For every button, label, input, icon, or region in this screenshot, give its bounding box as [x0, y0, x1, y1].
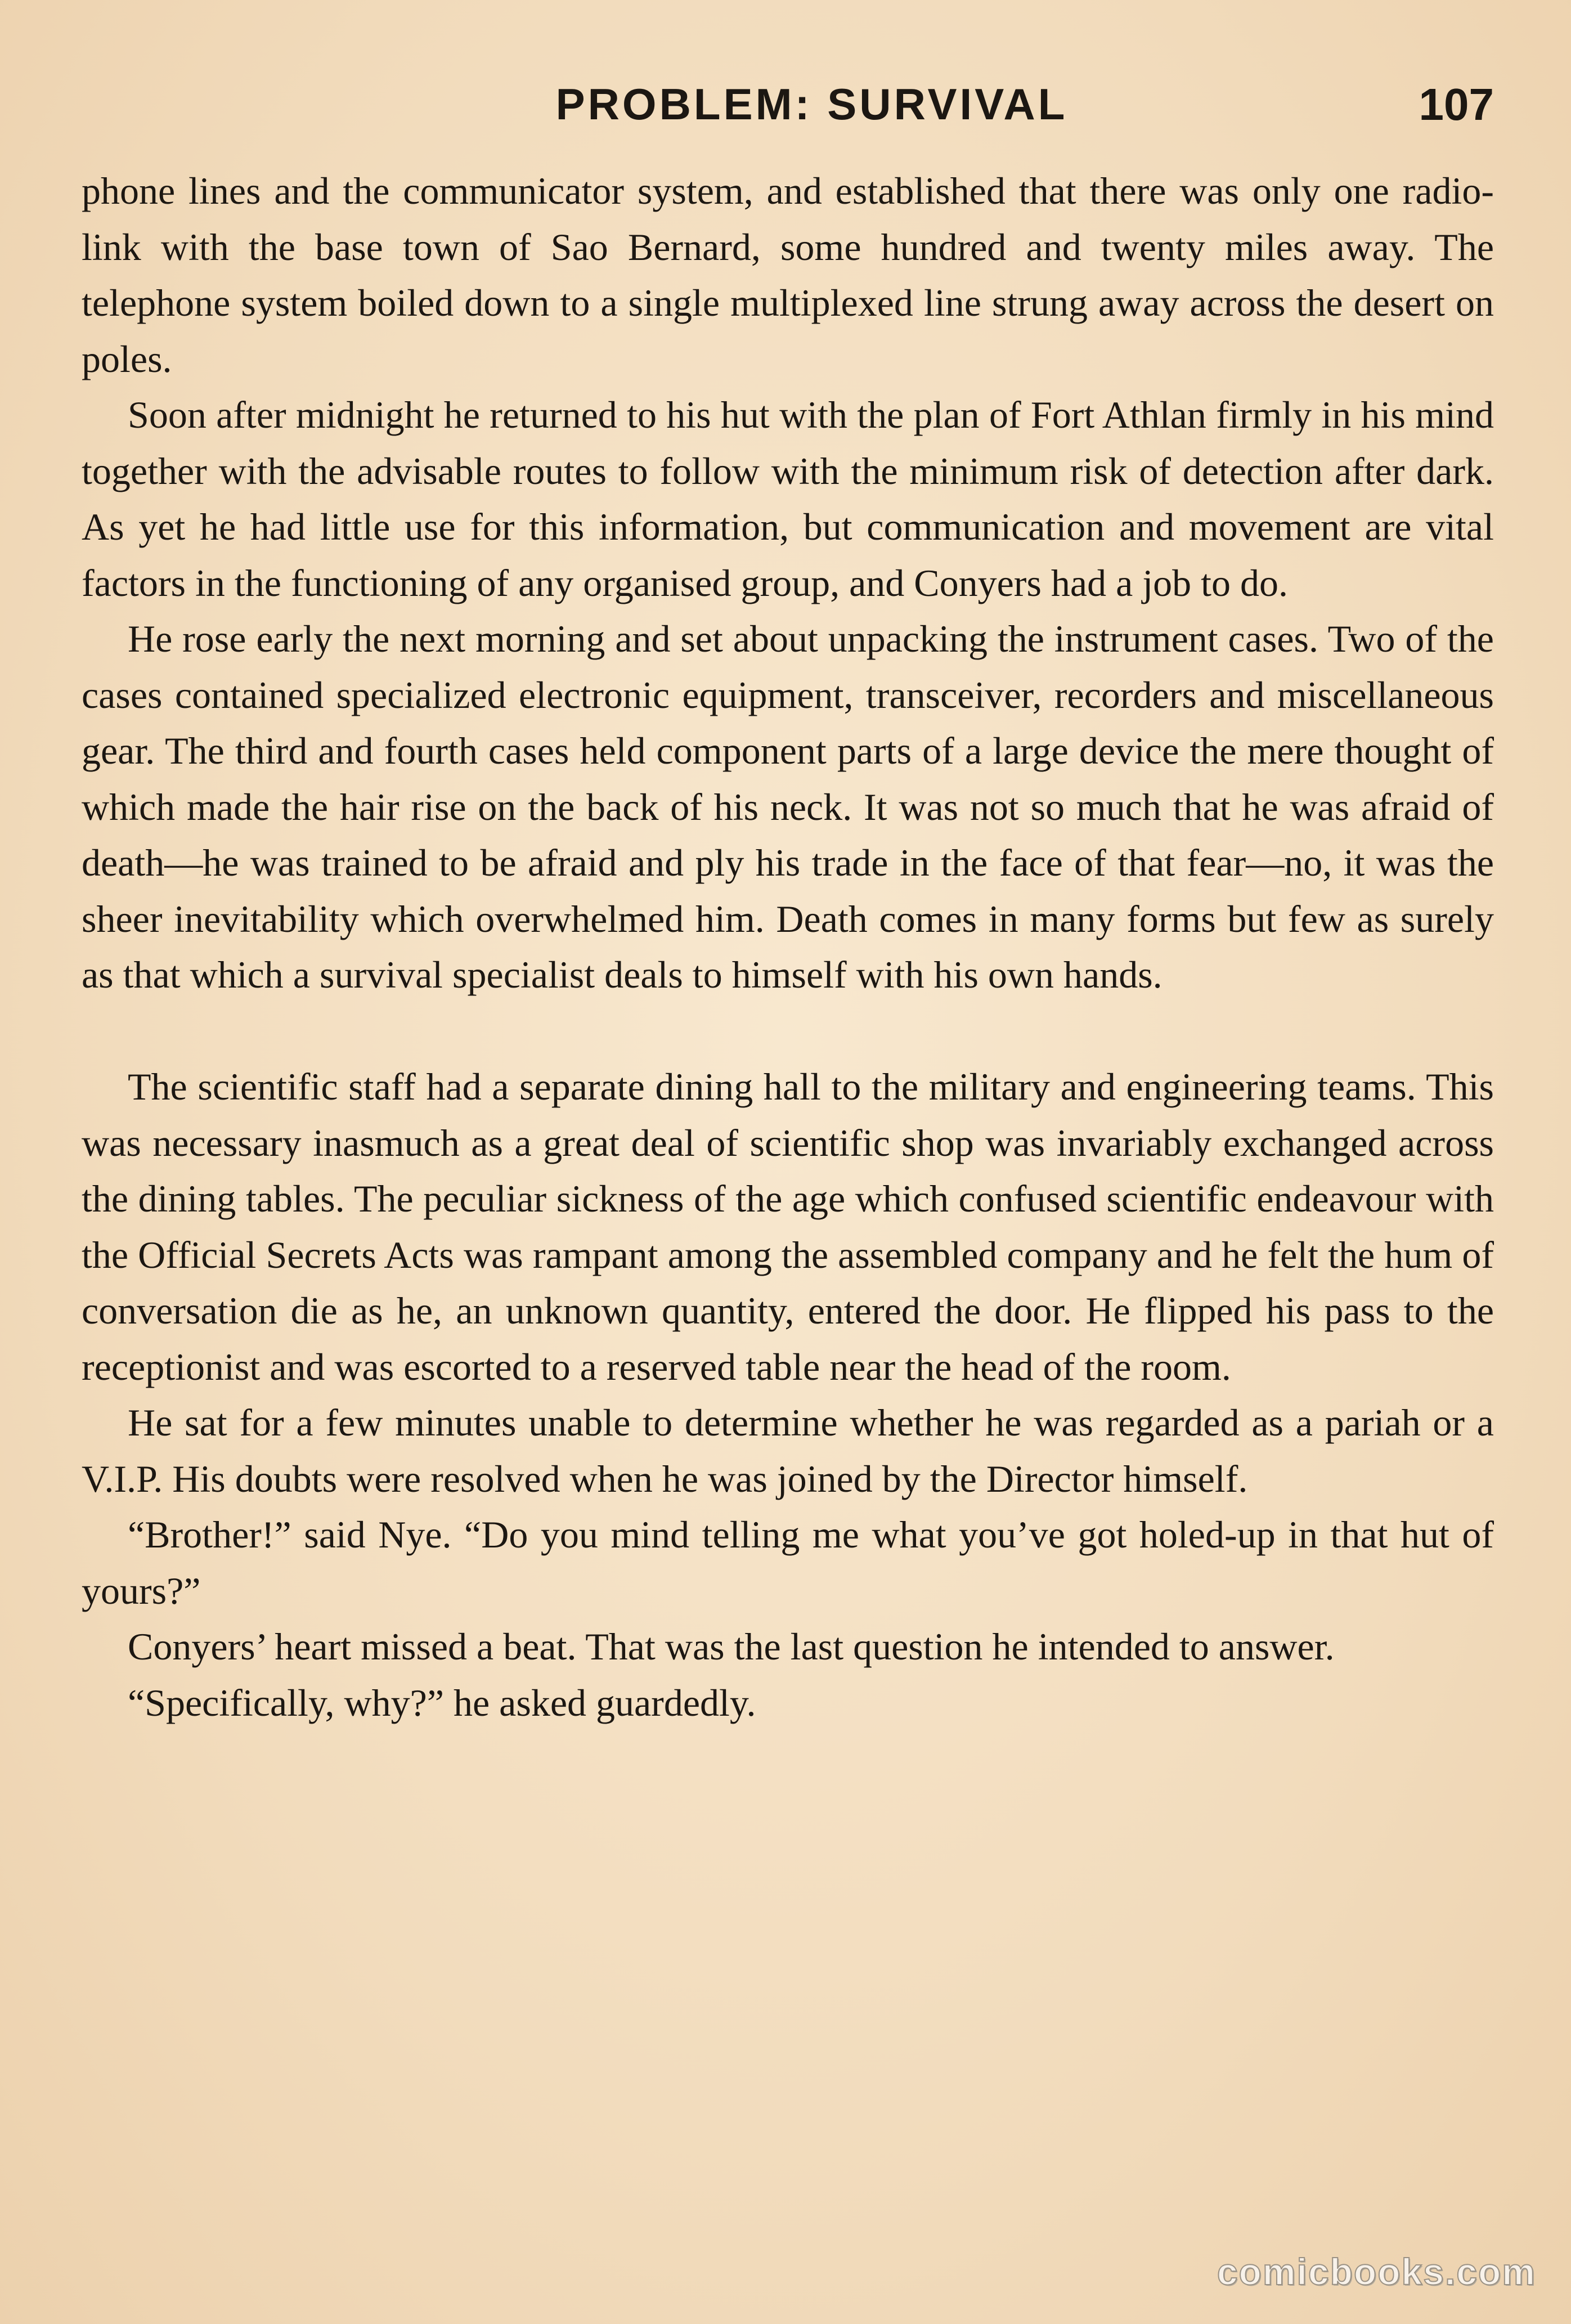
paragraph: He sat for a few minutes unable to determine whether he was regarded as a pariah or a V.I.P. His doubts were resolved when he was joined by the Director himself. [82, 1401, 1494, 1500]
paragraph: Soon after midnight he returned to his hut with the plan of Fort Athlan firmly in his mind together with the advisable routes to follow with the minimum risk of detection after dark. As yet he had little use for this information, but communication and movement are vital factors in the functioning of any organised group, and Conyers had a job to do. [82, 393, 1494, 604]
paragraph: He rose early the next morning and set about unpacking the instrument cases. Two of the cases contained specialized electronic equipment, transceiver, recorders and miscellaneous gear. The third and fourth cases held component parts of a large device the mere thought of which made the hair rise on the back of his neck. It was not so much that he was afraid of death—he was trained to be afraid and ply his trade in the face of that fear—no, it was the sheer inevitability which overwhelmed him. Death comes in many forms but few as surely as that which a survival specialist deals to himself with his own hands. [82, 617, 1494, 996]
running-title: PROBLEM: SURVIVAL [555, 79, 1068, 129]
dialogue-paragraph: “Brother!” said Nye. “Do you mind telling me what you’ve got holed-up in that hut of yours?” [82, 1513, 1494, 1612]
page-number: 107 [1419, 79, 1494, 129]
dialogue-paragraph: “Specifically, why?” he asked guardedly. [128, 1681, 756, 1724]
running-header [84, 79, 1494, 146]
watermark-logo: comicbooks.com [1217, 2251, 1536, 2292]
paragraph-continued: phone lines and the communicator system, and established that there was only one radio-link with the base town of Sao Bernard, some hundred and twenty miles away. The telephone system boiled down to a single multiplexed line strung away across the desert on poles. [82, 169, 1494, 380]
paragraph: Conyers’ heart missed a beat. That was the last question he intended to answer. [128, 1625, 1335, 1668]
paragraph-section-start: The scientific staff had a separate dining hall to the military and engineering teams. This was necessary inasmuch as a great deal of scientific shop was invariably exchanged across the dining tables. The peculiar sickness of the age which confused scientific endeavour with the Official Secrets Acts was rampant among the assembled company and he felt the hum of conversation die as he, an unknown quantity, entered the door. He flipped his pass to the receptionist and was escorted to a reserved table near the head of the room. [82, 1065, 1494, 1388]
body-text [82, 163, 1494, 1731]
